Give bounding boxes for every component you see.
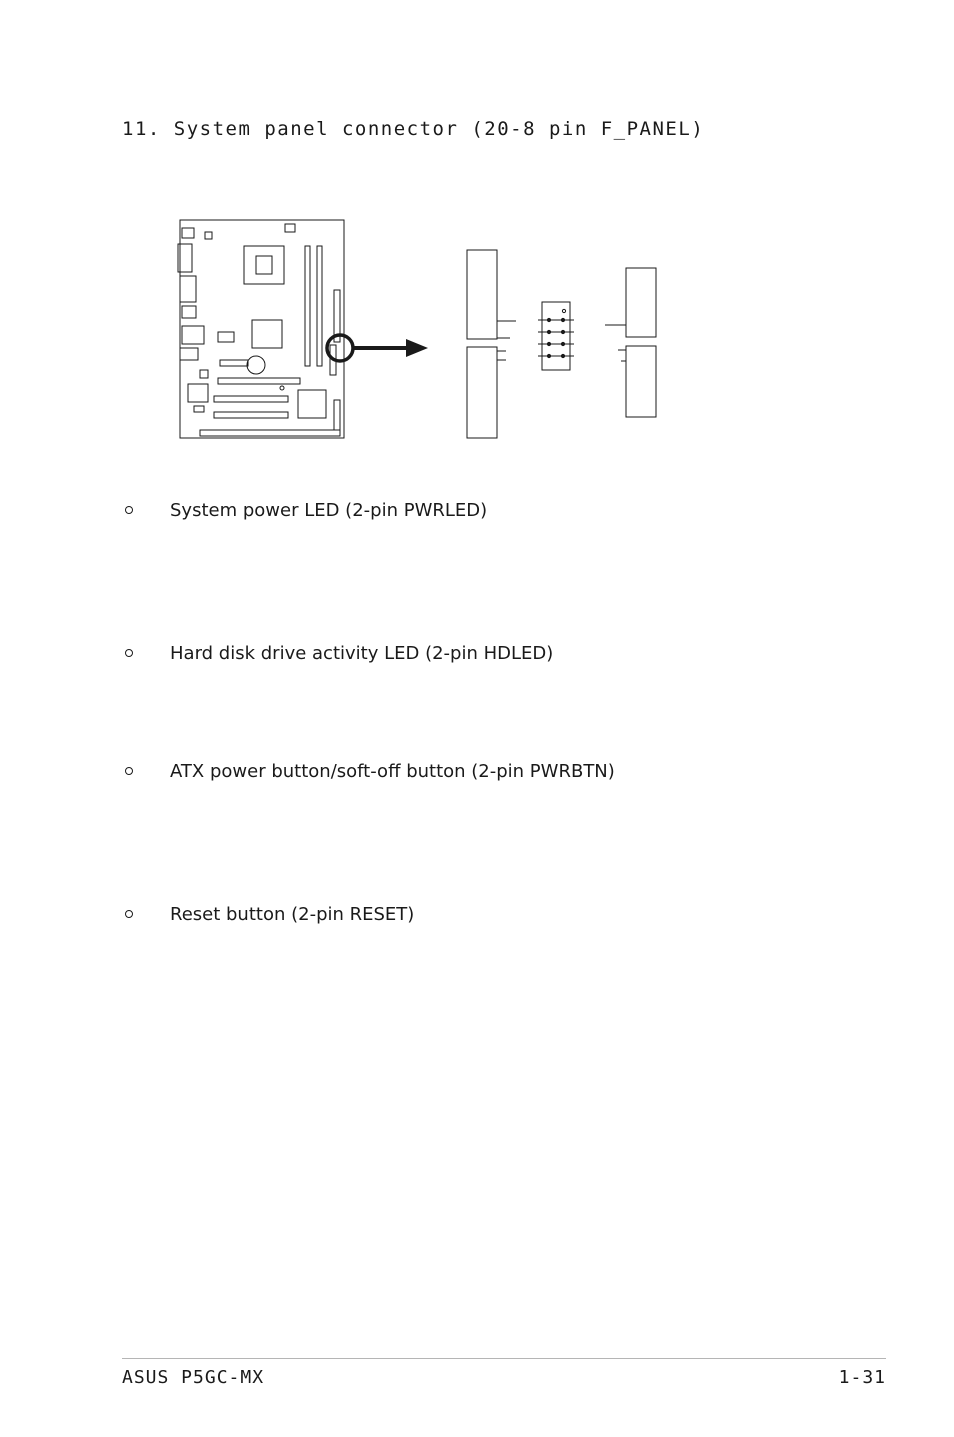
- footer-product-name: ASUS P5GC-MX: [122, 1367, 265, 1388]
- section-title: 11. System panel connector (20-8 pin F_PANEL): [122, 118, 705, 140]
- f-panel-pinout: [467, 250, 656, 438]
- footer-page-number: 1-31: [838, 1367, 886, 1388]
- bullet-icon: [125, 506, 133, 514]
- bullet-icon: [125, 910, 133, 918]
- motherboard-diagram: [160, 210, 680, 450]
- bullet-label: System power LED (2-pin PWRLED): [170, 500, 488, 521]
- bullet-label: Reset button (2-pin RESET): [170, 904, 415, 925]
- bullet-icon: [125, 767, 133, 775]
- bullet-label: ATX power button/soft-off button (2-pin PWRBTN): [170, 761, 615, 782]
- bullet-icon: [125, 649, 133, 657]
- footer-divider: [122, 1358, 886, 1359]
- motherboard-outline: [178, 220, 344, 438]
- arrow-head: [406, 339, 428, 357]
- bullet-label: Hard disk drive activity LED (2-pin HDLED): [170, 643, 554, 664]
